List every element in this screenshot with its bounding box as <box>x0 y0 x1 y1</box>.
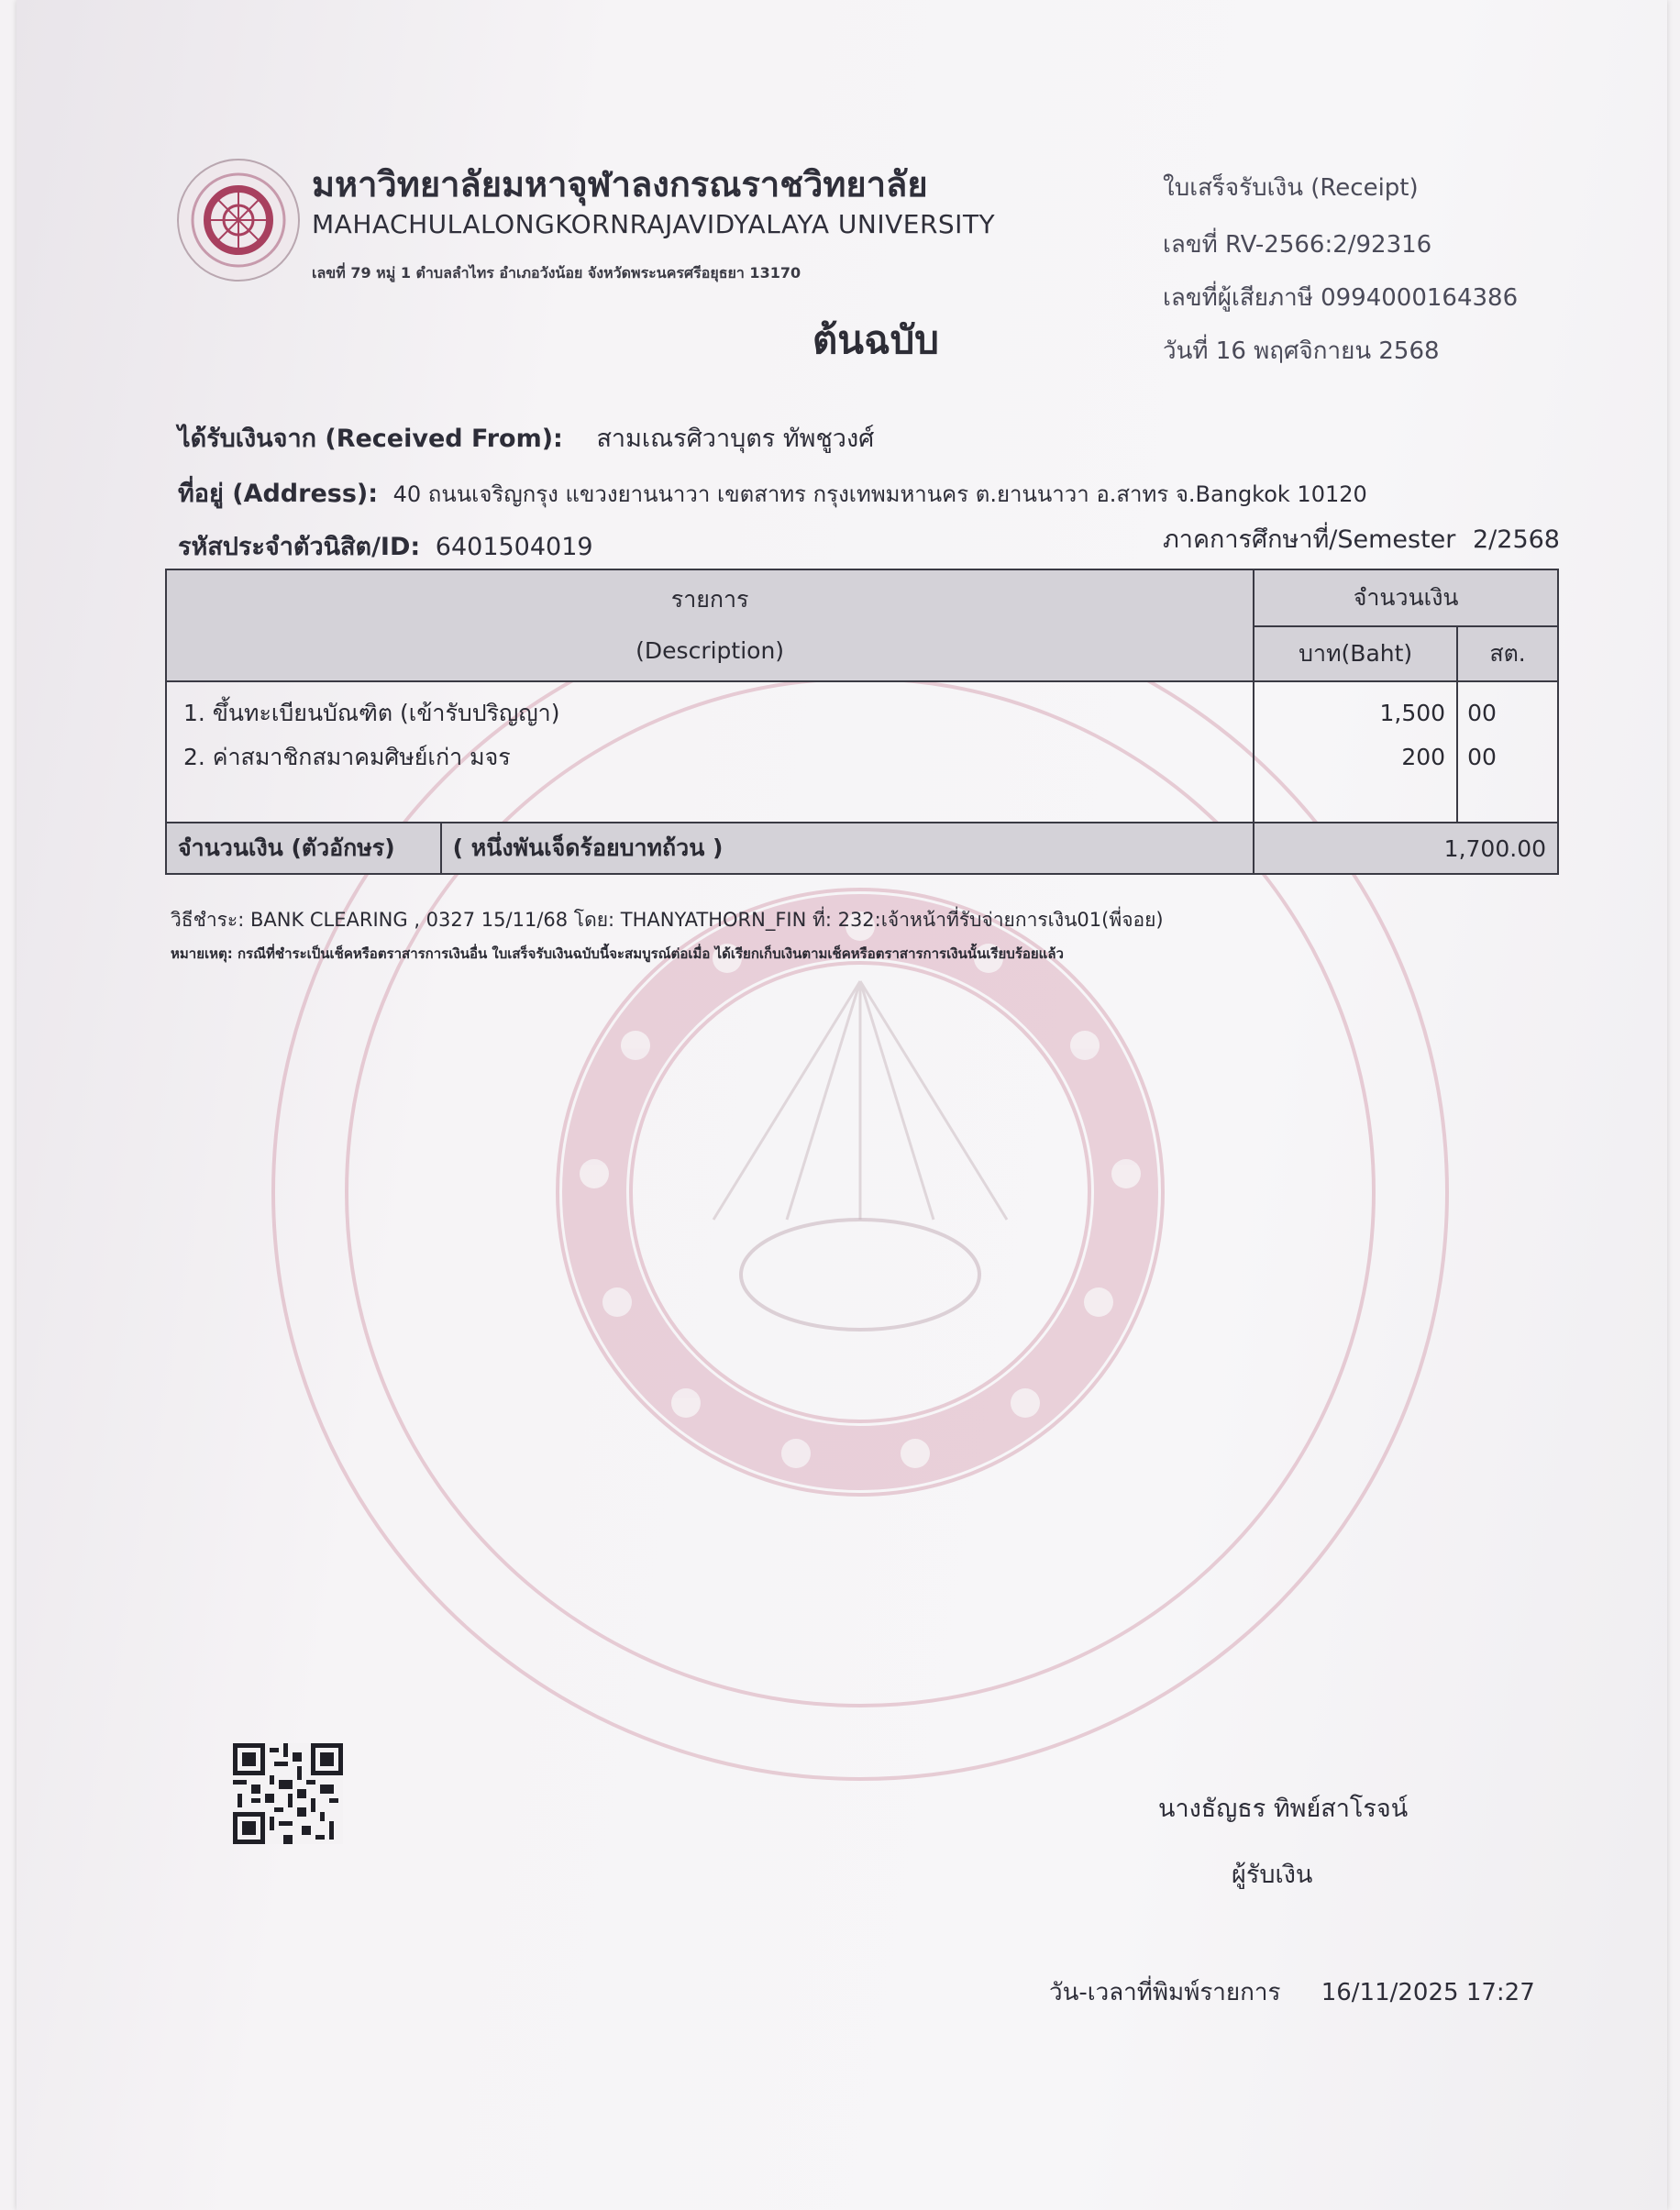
receipt-date: วันที่ 16 พฤศจิกายน 2568 <box>1163 337 1440 365</box>
student-id-label: รหัสประจำตัวนิสิต/ID: <box>178 533 421 561</box>
student-id: 6401504019 <box>435 533 593 561</box>
qr-code-icon <box>233 1742 343 1845</box>
item-descriptions <box>166 681 1254 823</box>
university-name-thai: มหาวิทยาลัยมหาจุฬาลงกรณราชวิทยาลัย <box>312 164 928 204</box>
payment-note: หมายเหตุ: กรณีที่ชำระเป็นเช็คหรือตราสารการเงินอื่น ใบเสร็จรับเงินฉบับนี้จะสมบูรณ์ต่อเมื่อ ได้เรียกเก็บเงินตามเช็คหรือตราสารการเงินนั้นเรียบร้อยแล้ว <box>171 945 1064 962</box>
received-from-row <box>178 418 874 458</box>
item-baht: 200 <box>1401 744 1446 770</box>
item-satang-column <box>1457 681 1558 823</box>
received-from-label: ได้รับเงินจาก (Received From): <box>178 425 563 453</box>
university-name-english: MAHACHULALONGKORNRAJAVIDYALAYA UNIVERSITY <box>312 209 996 239</box>
description-header-english: (Description) <box>636 637 785 664</box>
semester-label: ภาคการศึกษาที่/Semester <box>1163 525 1456 554</box>
payer-address: 40 ถนนเจริญกรุง แขวงยานนาวา เขตสาทร กรุงเทพมหานคร ต.ยานนาวา อ.สาทร จ.Bangkok 10120 <box>392 481 1367 507</box>
receipt-paper <box>17 0 1667 2210</box>
print-datetime: 16/11/2025 17:27 <box>1321 1979 1535 2006</box>
university-address: เลขที่ 79 หมู่ 1 ตำบลลำไทร อำเภอวังน้อย จังหวัดพระนครศรีอยุธยา 13170 <box>312 264 801 282</box>
semester-value: 2/2568 <box>1473 525 1560 554</box>
baht-header: บาท(Baht) <box>1254 626 1457 681</box>
signer-role: ผู้รับเงิน <box>1232 1861 1313 1889</box>
item-satang: 00 <box>1467 744 1497 770</box>
item-satang: 00 <box>1467 700 1497 726</box>
print-datetime-row <box>1049 1973 1535 2011</box>
receipt-number: เลขที่ RV-2566:2/92316 <box>1163 231 1432 259</box>
student-id-row <box>178 526 593 566</box>
university-seal-icon <box>174 156 303 284</box>
copy-label: ต้นฉบับ <box>812 317 939 362</box>
payment-method: วิธีชำระ: BANK CLEARING , 0327 15/11/68 โดย: THANYATHORN_FIN ที่: 232:เจ้าหน้าที่รับจ่ายการเงิน01(พี่จอย) <box>171 909 1164 931</box>
address-row <box>178 473 1367 513</box>
total-words: ( หนึ่งพันเจ็ดร้อยบาทถ้วน ) <box>441 823 1254 874</box>
satang-header: สต. <box>1457 626 1558 681</box>
items-table <box>165 569 1559 875</box>
tax-id: เลขที่ผู้เสียภาษี 0994000164386 <box>1163 284 1519 312</box>
description-header-thai: รายการ <box>670 586 749 613</box>
total-label: จำนวนเงิน (ตัวอักษร) <box>166 823 441 874</box>
signer-name: นางธัญธร ทิพย์สาโรจน์ <box>1158 1795 1409 1823</box>
total-row <box>166 823 1558 874</box>
item-baht: 1,500 <box>1379 700 1446 726</box>
total-amount: 1,700.00 <box>1254 823 1558 874</box>
payer-name: สามเณรศิวาบุตร ทัพชูวงศ์ <box>596 425 875 453</box>
address-label: ที่อยู่ (Address): <box>178 480 379 508</box>
amount-header: จำนวนเงิน <box>1254 569 1558 626</box>
item-baht-column <box>1254 681 1457 823</box>
semester-row <box>1163 519 1560 558</box>
table-body-row <box>166 681 1558 823</box>
list-item: 2. ค่าสมาชิกสมาคมศิษย์เก่า มจร <box>183 744 511 770</box>
receipt-title: ใบเสร็จรับเงิน (Receipt) <box>1163 174 1419 202</box>
print-label: วัน-เวลาที่พิมพ์รายการ <box>1049 1979 1281 2006</box>
list-item: 1. ขึ้นทะเบียนบัณฑิต (เข้ารับปริญญา) <box>183 700 560 726</box>
description-header <box>166 569 1254 681</box>
